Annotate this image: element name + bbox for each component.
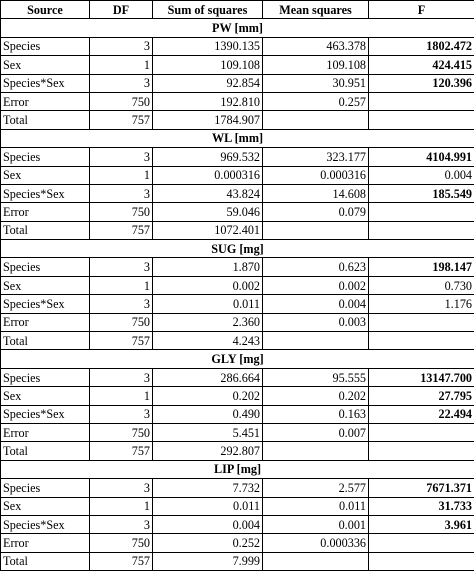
header-df: DF <box>90 1 153 19</box>
section-title: SUG [mg] <box>1 240 474 258</box>
cell-source: Sex <box>1 387 90 405</box>
section-header-row <box>1 19 474 37</box>
cell-f-value: 7671.371 <box>369 479 474 497</box>
cell-f-value: 3.961 <box>369 515 474 533</box>
section-header-row <box>1 350 474 368</box>
table-row <box>1 515 474 533</box>
cell-df: 3 <box>90 258 153 276</box>
cell-source: Species <box>1 479 90 497</box>
cell-df: 3 <box>90 515 153 533</box>
cell-df: 3 <box>90 148 153 166</box>
cell-df: 3 <box>90 295 153 313</box>
cell-df: 1 <box>90 56 153 74</box>
cell-sum-of-squares: 1390.135 <box>153 37 263 55</box>
cell-f-value <box>369 332 474 350</box>
cell-source: Species <box>1 368 90 386</box>
cell-sum-of-squares: 109.108 <box>153 56 263 74</box>
cell-mean-squares <box>263 111 369 129</box>
cell-sum-of-squares: 0.000316 <box>153 166 263 184</box>
cell-source: Sex <box>1 276 90 294</box>
cell-sum-of-squares: 0.002 <box>153 276 263 294</box>
header-sum-of-squares: Sum of squares <box>153 1 263 19</box>
cell-f-value: 13147.700 <box>369 368 474 386</box>
section-title: PW [mm] <box>1 19 474 37</box>
cell-sum-of-squares: 1784.907 <box>153 111 263 129</box>
cell-df: 750 <box>90 423 153 441</box>
cell-source: Species*Sex <box>1 74 90 92</box>
cell-f-value <box>369 423 474 441</box>
cell-mean-squares: 0.007 <box>263 423 369 441</box>
header-mean-squares: Mean squares <box>263 1 369 19</box>
table-row <box>1 552 474 570</box>
cell-mean-squares <box>263 442 369 460</box>
cell-mean-squares: 0.001 <box>263 515 369 533</box>
section-title: LIP [mg] <box>1 460 474 478</box>
cell-f-value: 120.396 <box>369 74 474 92</box>
cell-source: Total <box>1 552 90 570</box>
table-row <box>1 203 474 221</box>
cell-source: Sex <box>1 166 90 184</box>
cell-source: Error <box>1 534 90 552</box>
cell-mean-squares: 95.555 <box>263 368 369 386</box>
cell-source: Error <box>1 423 90 441</box>
table-row <box>1 37 474 55</box>
cell-source: Species <box>1 37 90 55</box>
cell-df: 757 <box>90 111 153 129</box>
cell-sum-of-squares: 0.252 <box>153 534 263 552</box>
cell-f-value <box>369 92 474 110</box>
table-row <box>1 221 474 239</box>
table-row <box>1 295 474 313</box>
cell-mean-squares: 0.002 <box>263 276 369 294</box>
table-row <box>1 111 474 129</box>
section-header-row <box>1 240 474 258</box>
cell-df: 757 <box>90 332 153 350</box>
cell-df: 750 <box>90 313 153 331</box>
cell-df: 750 <box>90 92 153 110</box>
cell-f-value <box>369 221 474 239</box>
cell-sum-of-squares: 43.824 <box>153 184 263 202</box>
cell-source: Species*Sex <box>1 295 90 313</box>
cell-mean-squares: 0.079 <box>263 203 369 221</box>
cell-f-value <box>369 111 474 129</box>
cell-df: 3 <box>90 405 153 423</box>
table-row <box>1 74 474 92</box>
cell-source: Species*Sex <box>1 184 90 202</box>
table-body <box>1 19 474 571</box>
cell-sum-of-squares: 59.046 <box>153 203 263 221</box>
cell-f-value: 4104.991 <box>369 148 474 166</box>
cell-mean-squares <box>263 332 369 350</box>
cell-df: 3 <box>90 184 153 202</box>
cell-sum-of-squares: 7.732 <box>153 479 263 497</box>
cell-sum-of-squares: 2.360 <box>153 313 263 331</box>
table-row <box>1 313 474 331</box>
cell-mean-squares: 0.000316 <box>263 166 369 184</box>
cell-df: 3 <box>90 479 153 497</box>
cell-mean-squares: 30.951 <box>263 74 369 92</box>
cell-sum-of-squares: 192.810 <box>153 92 263 110</box>
cell-mean-squares: 0.000336 <box>263 534 369 552</box>
cell-f-value: 1.176 <box>369 295 474 313</box>
table-row <box>1 166 474 184</box>
section-title: WL [mm] <box>1 129 474 147</box>
cell-f-value <box>369 313 474 331</box>
cell-f-value: 1802.472 <box>369 37 474 55</box>
cell-f-value: 31.733 <box>369 497 474 515</box>
cell-df: 757 <box>90 552 153 570</box>
cell-f-value: 424.415 <box>369 56 474 74</box>
cell-mean-squares: 0.011 <box>263 497 369 515</box>
cell-source: Species <box>1 148 90 166</box>
cell-df: 1 <box>90 166 153 184</box>
cell-sum-of-squares: 286.664 <box>153 368 263 386</box>
cell-mean-squares: 463.378 <box>263 37 369 55</box>
table-row <box>1 387 474 405</box>
table-row <box>1 332 474 350</box>
cell-mean-squares: 0.257 <box>263 92 369 110</box>
cell-df: 757 <box>90 221 153 239</box>
cell-source: Species*Sex <box>1 405 90 423</box>
cell-sum-of-squares: 0.202 <box>153 387 263 405</box>
section-title: GLY [mg] <box>1 350 474 368</box>
cell-f-value: 185.549 <box>369 184 474 202</box>
cell-f-value: 22.494 <box>369 405 474 423</box>
cell-mean-squares: 0.202 <box>263 387 369 405</box>
cell-df: 1 <box>90 387 153 405</box>
header-f: F <box>369 1 474 19</box>
cell-source: Sex <box>1 497 90 515</box>
table-row <box>1 534 474 552</box>
cell-mean-squares: 0.163 <box>263 405 369 423</box>
table-row <box>1 479 474 497</box>
cell-sum-of-squares: 969.532 <box>153 148 263 166</box>
table-row <box>1 405 474 423</box>
cell-df: 3 <box>90 368 153 386</box>
cell-f-value <box>369 552 474 570</box>
header-source: Source <box>1 1 90 19</box>
table-row <box>1 423 474 441</box>
cell-source: Total <box>1 221 90 239</box>
cell-sum-of-squares: 0.011 <box>153 497 263 515</box>
cell-mean-squares: 0.003 <box>263 313 369 331</box>
table-header <box>1 1 474 19</box>
cell-f-value <box>369 203 474 221</box>
cell-df: 757 <box>90 442 153 460</box>
cell-source: Error <box>1 92 90 110</box>
cell-source: Error <box>1 313 90 331</box>
table-row <box>1 184 474 202</box>
cell-source: Total <box>1 111 90 129</box>
cell-sum-of-squares: 1.870 <box>153 258 263 276</box>
cell-mean-squares: 2.577 <box>263 479 369 497</box>
table-row <box>1 56 474 74</box>
cell-mean-squares: 109.108 <box>263 56 369 74</box>
cell-mean-squares <box>263 552 369 570</box>
header-row <box>1 1 474 19</box>
cell-f-value <box>369 534 474 552</box>
cell-f-value: 0.730 <box>369 276 474 294</box>
section-header-row <box>1 460 474 478</box>
cell-source: Error <box>1 203 90 221</box>
cell-f-value: 0.004 <box>369 166 474 184</box>
cell-source: Species*Sex <box>1 515 90 533</box>
cell-sum-of-squares: 292.807 <box>153 442 263 460</box>
cell-mean-squares: 323.177 <box>263 148 369 166</box>
cell-source: Total <box>1 332 90 350</box>
table-row <box>1 92 474 110</box>
cell-sum-of-squares: 0.490 <box>153 405 263 423</box>
cell-f-value <box>369 442 474 460</box>
cell-sum-of-squares: 5.451 <box>153 423 263 441</box>
cell-mean-squares <box>263 221 369 239</box>
cell-source: Species <box>1 258 90 276</box>
cell-mean-squares: 0.004 <box>263 295 369 313</box>
cell-f-value: 27.795 <box>369 387 474 405</box>
cell-sum-of-squares: 0.011 <box>153 295 263 313</box>
table-row <box>1 148 474 166</box>
table-row <box>1 442 474 460</box>
cell-f-value: 198.147 <box>369 258 474 276</box>
cell-df: 3 <box>90 37 153 55</box>
cell-df: 1 <box>90 276 153 294</box>
table-row <box>1 258 474 276</box>
cell-df: 750 <box>90 203 153 221</box>
cell-df: 3 <box>90 74 153 92</box>
table-row <box>1 368 474 386</box>
cell-source: Total <box>1 442 90 460</box>
table-row <box>1 276 474 294</box>
cell-sum-of-squares: 4.243 <box>153 332 263 350</box>
cell-sum-of-squares: 0.004 <box>153 515 263 533</box>
cell-source: Sex <box>1 56 90 74</box>
cell-sum-of-squares: 7.999 <box>153 552 263 570</box>
cell-mean-squares: 0.623 <box>263 258 369 276</box>
cell-df: 750 <box>90 534 153 552</box>
cell-mean-squares: 14.608 <box>263 184 369 202</box>
section-header-row <box>1 129 474 147</box>
cell-sum-of-squares: 92.854 <box>153 74 263 92</box>
cell-df: 1 <box>90 497 153 515</box>
cell-sum-of-squares: 1072.401 <box>153 221 263 239</box>
